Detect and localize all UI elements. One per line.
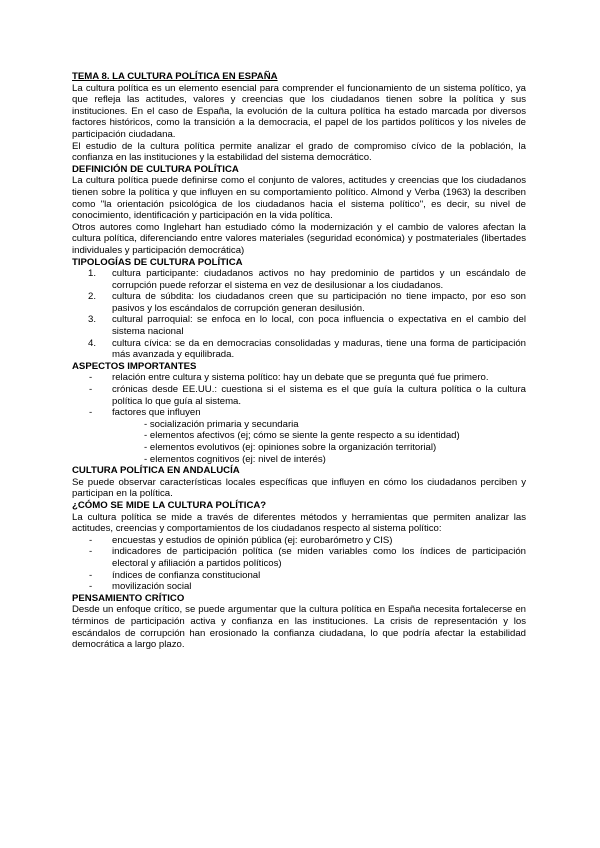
pensamiento-paragraph: Desde un enfoque crítico, se puede argumentar que la cultura política en España necesita fortalecerse en términos de participación activa y confianza en las instituciones. La crisis de representación y los escándalos de corrupción han erosionado la confianza ciudadana, lo que podría afectar la estabilidad democrática a largo plazo. xyxy=(72,604,526,651)
dash-bullet: - xyxy=(89,407,93,419)
list-item-text: indicadores de participación política (se miden variables como los índices de participación electoral y afiliación a partidos políticos) xyxy=(112,546,526,569)
dash-bullet: - xyxy=(89,372,93,384)
list-item xyxy=(72,535,526,547)
section-heading-definicion: DEFINICIÓN DE CULTURA POLÍTICA xyxy=(72,163,239,175)
list-item xyxy=(72,384,526,407)
list-item-text: crónicas desde EE.UU.: cuestiona si el sistema es el que guía la cultura política o la cultura política lo que guía al sistema. xyxy=(112,384,526,407)
dash-bullet: - xyxy=(89,384,93,396)
medicion-list xyxy=(72,535,526,593)
section-heading-pensamiento: PENSAMIENTO CRÍTICO xyxy=(72,592,185,604)
sublist-item: - socialización primaria y secundaria xyxy=(144,418,299,430)
tipologias-list xyxy=(72,268,526,361)
list-item-text: relación entre cultura y sistema político: hay un debate que se pregunta qué fue primero. xyxy=(112,372,489,384)
section-heading-aspectos: ASPECTOS IMPORTANTES xyxy=(72,360,197,372)
list-item xyxy=(72,570,526,582)
list-item-text: cultura participante: ciudadanos activos no hay predominio de partidos y un escándalo de corrupción puede reforzar el sistema en vez de desilusionar a los ciudadanos. xyxy=(112,268,526,291)
sublist-item: - elementos afectivos (ej; cómo se siente la gente respecto a su identidad) xyxy=(144,430,460,442)
list-item-text: cultura de súbdita: los ciudadanos creen que su participación no tiene impacto, por eso son pasivos y los escándalos de corrupción generan desilusión. xyxy=(112,291,526,314)
medicion-paragraph: La cultura política se mide a través de diferentes métodos y herramientas que permiten analizar las actitudes, creencias y comportamientos de los ciudadanos respecto al sistema político: xyxy=(72,511,526,535)
sublist-item: - elementos cognitivos (ej: nivel de interés) xyxy=(144,453,326,465)
list-item xyxy=(72,546,526,569)
list-item xyxy=(72,314,526,337)
factores-sublist xyxy=(72,419,526,465)
dash-bullet: - xyxy=(89,569,93,581)
dash-bullet: - xyxy=(89,534,93,546)
intro-paragraph-2: El estudio de la cultura política permite analizar el grado de compromiso cívico de la población, la confianza en las instituciones y la estabilidad del sistema democrático. xyxy=(72,140,526,164)
list-number: 4. xyxy=(88,337,97,349)
list-number: 1. xyxy=(88,268,97,280)
list-number: 2. xyxy=(88,291,97,303)
list-item xyxy=(72,291,526,314)
list-item xyxy=(72,581,526,593)
list-item xyxy=(72,372,526,384)
definicion-paragraph-1: La cultura política puede definirse como el conjunto de valores, actitudes y creencias que los ciudadanos tienen sobre la política y que influyen en su comportamiento político. Almond y Verba (1963) la describen como "la orientación psicológica de los ciudadanos hacia el sistema político", es decir, su nivel de conocimiento, identificación y participación en la vida política. xyxy=(72,175,526,222)
sublist-item: - elementos evolutivos (ej: opiniones sobre la organización territorial) xyxy=(144,442,437,453)
definicion-paragraph-2: Otros autores como Inglehart han estudiado cómo la modernización y el cambio de valores afectan la cultura política, diferenciando entre valores materiales (seguridad económica) y postmateriales (libertades individuales y participación democrática) xyxy=(72,221,526,256)
dash-bullet: - xyxy=(89,546,93,558)
list-item xyxy=(72,338,526,361)
list-item xyxy=(72,268,526,291)
section-heading-tipologias: TIPOLOGÍAS DE CULTURA POLÍTICA xyxy=(72,256,243,268)
list-item-text: índices de confianza constitucional xyxy=(112,569,261,581)
section-heading-andalucia: CULTURA POLÍTICA EN ANDALUCÍA xyxy=(72,465,240,477)
section-heading-medicion: ¿CÓMO SE MIDE LA CULTURA POLÍTICA? xyxy=(72,499,267,511)
andalucia-paragraph: Se puede observar características locales específicas que influyen en cómo los ciudadanos perciben y participan en la política. xyxy=(72,476,526,500)
intro-paragraph-1: La cultura política es un elemento esencial para comprender el funcionamiento de un sistema político, ya que refleja las actitudes, valores y creencias que los ciudadanos tienen sobre la política y sus instituciones. En el caso de España, la evolución de la cultura política ha estado marcada por diversos factores históricos, como la transición a la democracia, el papel de los partidos políticos y los niveles de participación ciudadana. xyxy=(72,82,526,140)
aspectos-list xyxy=(72,372,526,418)
list-item-text: encuestas y estudios de opinión pública (ej: eurobarómetro y CIS) xyxy=(112,534,393,546)
list-item xyxy=(72,407,526,419)
list-item-text: cultura cívica: se da en democracias consolidadas y maduras, tiene una forma de participación más avanzada y equilibrada. xyxy=(112,337,526,361)
dash-bullet: - xyxy=(89,581,93,593)
list-item-text: movilización social xyxy=(112,581,192,593)
document-title: TEMA 8. LA CULTURA POLÍTICA EN ESPAÑA xyxy=(72,71,278,82)
list-item-text: cultural parroquial: se enfoca en lo local, con poca influencia o expectativa en el cambio del sistema nacional xyxy=(112,314,526,338)
list-item-text: factores que influyen xyxy=(112,407,201,419)
list-number: 3. xyxy=(88,314,97,326)
